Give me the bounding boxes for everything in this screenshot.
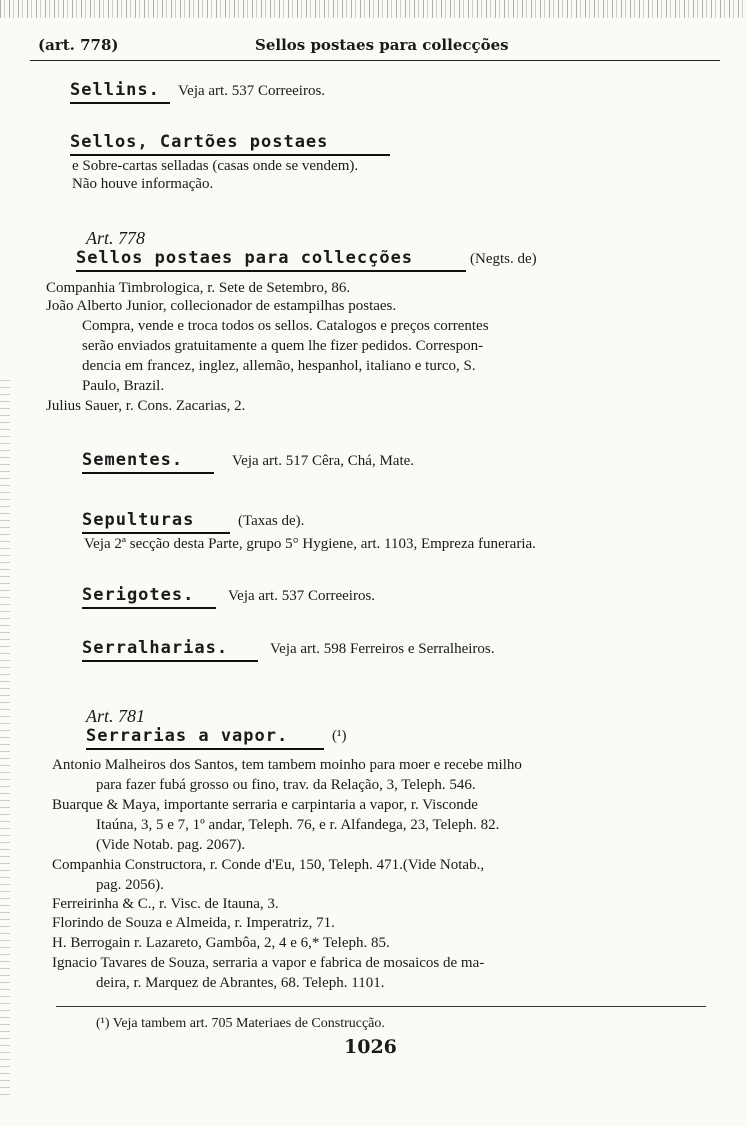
entry-line: Itaúna, 3, 5 e 7, 1º andar, Teleph. 76, e r. Alfandega, 23, Teleph. 82. bbox=[96, 817, 500, 833]
entry-line: pag. 2056). bbox=[96, 877, 164, 893]
heading-underline bbox=[82, 660, 258, 662]
entry-line: Antonio Malheiros dos Santos, tem tambem moinho para moer e recebe milho bbox=[52, 757, 522, 773]
heading-suffix: (Negts. de) bbox=[470, 251, 537, 267]
heading-underline bbox=[82, 472, 214, 474]
entry-line: Compra, vende e troca todos os sellos. Catalogos e preços correntes bbox=[82, 318, 489, 334]
heading-underline bbox=[70, 102, 170, 104]
article-label: Art. 781 bbox=[86, 706, 146, 726]
heading-sellos-postaes: Sellos postaes para collecções bbox=[76, 248, 414, 268]
entry-line: João Alberto Junior, collecionador de estampilhas postaes. bbox=[46, 298, 397, 314]
page-number: 1026 bbox=[344, 1036, 397, 1058]
sellins-text: Veja art. 537 Correeiros. bbox=[178, 83, 326, 99]
entry-line: dencia em francez, inglez, allemão, hespanhol, italiano e turco, S. bbox=[82, 358, 476, 374]
heading-underline bbox=[82, 607, 216, 609]
entry-line: Ignacio Tavares de Souza, serraria a vapor e fabrica de mosaicos de ma- bbox=[52, 955, 485, 971]
footnote: (¹) Veja tambem art. 705 Materiaes de Construcção. bbox=[96, 1016, 385, 1031]
heading-sellins: Sellins. bbox=[70, 80, 160, 100]
heading-underline bbox=[86, 748, 324, 750]
footnote-mark: (¹) bbox=[332, 728, 347, 744]
sepulturas-text: Veja 2ª secção desta Parte, grupo 5° Hygiene, art. 1103, Empreza funeraria. bbox=[84, 536, 536, 552]
article-label: Art. 778 bbox=[86, 228, 146, 248]
header-article-ref: (art. 778) bbox=[38, 36, 119, 54]
footnote-rule bbox=[56, 1006, 706, 1007]
sementes-text: Veja art. 517 Cêra, Chá, Mate. bbox=[232, 453, 415, 469]
entry-line: Ferreirinha & C., r. Visc. de Itauna, 3. bbox=[52, 896, 279, 912]
entry-line: Paulo, Brazil. bbox=[82, 378, 165, 394]
heading-underline bbox=[70, 154, 390, 156]
text-line: Não houve informação. bbox=[72, 176, 214, 192]
running-header bbox=[30, 36, 720, 62]
heading-serrarias: Serrarias a vapor. bbox=[86, 726, 289, 746]
heading-underline bbox=[82, 532, 230, 534]
serigotes-text: Veja art. 537 Correeiros. bbox=[228, 588, 376, 604]
heading-underline bbox=[76, 270, 466, 272]
scan-noise-top bbox=[0, 0, 747, 18]
header-title: Sellos postaes para collecções bbox=[255, 36, 509, 54]
header-rule bbox=[30, 60, 720, 61]
entry-line: Companhia Timbrologica, r. Sete de Setembro, 86. bbox=[46, 280, 351, 296]
entry-line: (Vide Notab. pag. 2067). bbox=[96, 837, 246, 853]
heading-sepulturas: Sepulturas bbox=[82, 510, 195, 530]
heading-sementes: Sementes. bbox=[82, 450, 184, 470]
heading-sellos-cartoes: Sellos, Cartões postaes bbox=[70, 132, 329, 152]
heading-serralharias: Serralharias. bbox=[82, 638, 229, 658]
entry-line: Florindo de Souza e Almeida, r. Imperatriz, 71. bbox=[52, 915, 335, 931]
heading-serigotes: Serigotes. bbox=[82, 585, 195, 605]
entry-line: Julius Sauer, r. Cons. Zacarias, 2. bbox=[46, 398, 246, 414]
entry-line: Buarque & Maya, importante serraria e carpintaria a vapor, r. Visconde bbox=[52, 797, 478, 813]
scan-noise-left bbox=[0, 380, 10, 1100]
entry-line: Companhia Constructora, r. Conde d'Eu, 150, Teleph. 471.(Vide Notab., bbox=[52, 857, 485, 873]
heading-suffix: (Taxas de). bbox=[238, 513, 305, 529]
entry-line: deira, r. Marquez de Abrantes, 68. Teleph. 1101. bbox=[96, 975, 385, 991]
serralharias-text: Veja art. 598 Ferreiros e Serralheiros. bbox=[270, 641, 495, 657]
text-line: e Sobre-cartas selladas (casas onde se vendem). bbox=[72, 158, 359, 174]
entry-line: para fazer fubá grosso ou fino, trav. da Relação, 3, Teleph. 546. bbox=[96, 777, 476, 793]
entry-line: serão enviados gratuitamente a quem lhe fizer pedidos. Correspon- bbox=[82, 338, 484, 354]
entry-line: H. Berrogain r. Lazareto, Gambôa, 2, 4 e 6,* Teleph. 85. bbox=[52, 935, 390, 951]
